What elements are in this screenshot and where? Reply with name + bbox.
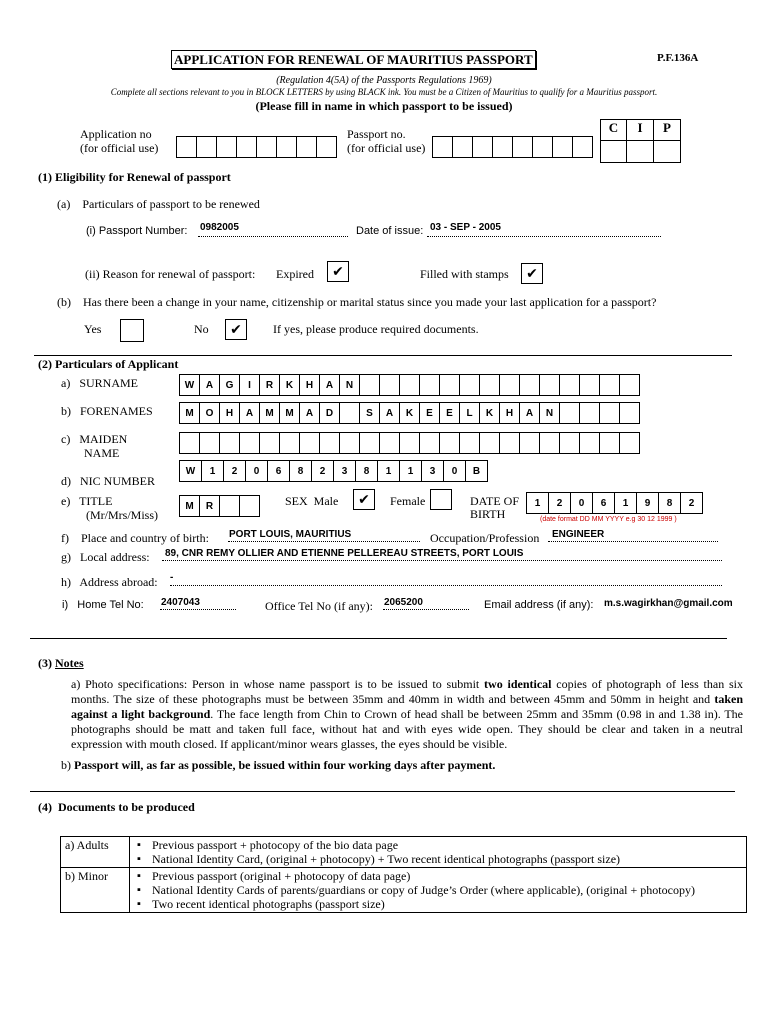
- dob-char: 9: [636, 492, 659, 514]
- cip-c: C: [600, 119, 627, 141]
- local-address-line: [162, 560, 722, 561]
- photo-spec-bold1: two identical: [484, 677, 552, 691]
- nic-char: W: [179, 460, 202, 482]
- surname-boxes[interactable]: [179, 374, 639, 396]
- documents-table: [60, 836, 747, 913]
- row-label: b) Minor: [61, 868, 130, 913]
- address-abroad-label: h) Address abroad:: [61, 575, 158, 589]
- section1-a-label: (a) Particulars of passport to be renewed: [57, 197, 260, 211]
- cip-c-box: [600, 141, 627, 163]
- surname-char: [599, 374, 620, 396]
- nic-char: 2: [311, 460, 334, 482]
- nic-char: B: [465, 460, 488, 482]
- forename-char: D: [319, 402, 340, 424]
- section1-heading: (1) Eligibility for Renewal of passport: [38, 170, 231, 184]
- cip-p: P: [654, 119, 681, 141]
- forename-char: M: [179, 402, 200, 424]
- forename-char: O: [199, 402, 220, 424]
- date-of-issue-line: [427, 236, 661, 237]
- email-label: Email address (if any):: [484, 599, 594, 611]
- surname-char: [459, 374, 480, 396]
- reason-label: (ii) Reason for renewal of passport:: [85, 267, 256, 281]
- local-address-value[interactable]: 89, CNR REMY OLLIER AND ETIENNE PELLEREAU STREETS, PORT LOUIS: [165, 548, 524, 559]
- maiden-label-1: c) MAIDEN: [61, 432, 128, 446]
- surname-char: [479, 374, 500, 396]
- date-of-issue-value[interactable]: 03 - SEP - 2005: [430, 222, 501, 233]
- surname-char: [419, 374, 440, 396]
- address-abroad-line: [170, 585, 722, 586]
- nic-char: 6: [267, 460, 290, 482]
- photo-spec-prefix: a) Photo specifications: Person in whose name passport is to be issued to submit: [71, 677, 485, 691]
- photo-spec-note: [71, 677, 743, 752]
- forename-char: [559, 402, 580, 424]
- dob-label-1: DATE OF: [470, 494, 520, 508]
- section1-b-label: (b) Has there been a change in your name, citizenship or marital status since you made your last application for a passport?: [57, 295, 657, 309]
- forename-char: M: [259, 402, 280, 424]
- surname-char: N: [339, 374, 360, 396]
- home-tel-label: i) Home Tel No:: [62, 599, 144, 611]
- nic-boxes[interactable]: [179, 460, 487, 482]
- forename-char: H: [499, 402, 520, 424]
- dob-char: 0: [570, 492, 593, 514]
- application-no-label: Application no: [80, 127, 152, 141]
- local-address-label: g) Local address:: [61, 550, 150, 564]
- date-of-issue-label: Date of issue:: [356, 225, 424, 237]
- row-items: [130, 837, 747, 868]
- expired-label: Expired: [276, 267, 314, 281]
- nic-char: 8: [355, 460, 378, 482]
- section3-title: Notes: [55, 656, 84, 670]
- surname-char: A: [319, 374, 340, 396]
- surname-char: [559, 374, 580, 396]
- dob-label-2: BIRTH: [470, 507, 506, 521]
- forenames-boxes[interactable]: [179, 402, 639, 424]
- address-abroad-value[interactable]: -: [170, 572, 174, 583]
- occupation-line: [548, 541, 718, 542]
- photo-spec-rest: . The face length from Chin to Crown of head shall be between 25mm and 35mm (0.98 in and 1.38 in). The photographs should be matt and taken full face, without hat and with eyes wide open. They should be clear and taken in a neutral expression with mouth closed. If applicant/minor wears glasses, the eyes should be visible.: [71, 707, 743, 751]
- forename-char: M: [279, 402, 300, 424]
- section3-heading: [38, 656, 84, 671]
- surname-char: [379, 374, 400, 396]
- section2-heading: (2) Particulars of Applicant: [38, 357, 179, 371]
- female-checkbox[interactable]: [430, 489, 452, 510]
- issue-time-note: [61, 758, 495, 773]
- passport-number-label: (i) Passport Number:: [86, 225, 188, 237]
- issue-time-prefix: b): [61, 758, 74, 772]
- forename-char: N: [539, 402, 560, 424]
- dob-char: 2: [680, 492, 703, 514]
- dob-boxes[interactable]: [526, 492, 702, 514]
- section3-num: (3): [38, 656, 52, 670]
- dob-char: 1: [614, 492, 637, 514]
- home-tel-line: [160, 609, 236, 610]
- forename-char: E: [439, 402, 460, 424]
- list-item: ▪ Previous passport + photocopy of the bio data page: [152, 838, 742, 852]
- divider-3: [30, 791, 735, 792]
- surname-char: R: [259, 374, 280, 396]
- list-item: ▪ Previous passport (original + photocopy of data page): [152, 869, 742, 883]
- forename-char: S: [359, 402, 380, 424]
- nic-label: d) NIC NUMBER: [61, 474, 156, 488]
- birthplace-label: f) Place and country of birth:: [61, 531, 209, 545]
- maiden-boxes[interactable]: [179, 432, 639, 454]
- row-items: [130, 868, 747, 913]
- divider-2: [30, 638, 727, 639]
- dob-format-hint: (date format DD MM YYYY e.g 30 12 1999 ): [540, 516, 677, 523]
- forename-char: [339, 402, 360, 424]
- occupation-value[interactable]: ENGINEER: [552, 529, 605, 540]
- nic-char: 3: [333, 460, 356, 482]
- forename-char: [599, 402, 620, 424]
- title-char: [219, 495, 240, 517]
- office-tel-value[interactable]: 2065200: [384, 597, 423, 608]
- forename-char: A: [239, 402, 260, 424]
- nic-char: 2: [223, 460, 246, 482]
- surname-char: W: [179, 374, 200, 396]
- stamps-label: Filled with stamps: [420, 267, 509, 281]
- expired-checkbox[interactable]: ✔: [327, 261, 349, 282]
- stamps-checkbox[interactable]: ✔: [521, 263, 543, 284]
- surname-char: [359, 374, 380, 396]
- cip-i-box: [627, 141, 654, 163]
- table-row: [61, 837, 747, 868]
- yes-label: Yes: [84, 322, 102, 336]
- office-tel-line: [383, 609, 469, 610]
- fill-note: (Please fill in name in which passport to be issued): [255, 99, 513, 113]
- male-checkbox[interactable]: ✔: [353, 489, 375, 510]
- forename-char: H: [219, 402, 240, 424]
- passport-no-sub: (for official use): [347, 141, 426, 155]
- photo-spec-bold2: taken against a light background: [71, 692, 743, 721]
- section4-heading: (4) Documents to be produced: [38, 800, 195, 814]
- office-tel-label: Office Tel No (if any):: [265, 599, 374, 613]
- title-label-1: e) TITLE: [61, 494, 113, 508]
- form-title-text: APPLICATION FOR RENEWAL OF MAURITIUS PASSPORT: [174, 52, 533, 67]
- forenames-label: b) FORENAMES: [61, 404, 153, 418]
- birthplace-value[interactable]: PORT LOUIS, MAURITIUS: [229, 529, 352, 540]
- surname-char: [519, 374, 540, 396]
- forename-char: A: [519, 402, 540, 424]
- list-item: ▪ National Identity Cards of parents/guardians or copy of Judge’s Order (where applicable), (original + photocopy): [152, 883, 742, 897]
- issue-time-text: Passport will, as far as possible, be issued within four working days after payment.: [74, 758, 496, 772]
- row-label: a) Adults: [61, 837, 130, 868]
- forename-char: A: [379, 402, 400, 424]
- nic-char: 0: [245, 460, 268, 482]
- dob-char: 1: [526, 492, 549, 514]
- passport-number-line: [198, 236, 348, 237]
- dob-char: 2: [548, 492, 571, 514]
- dob-char: 6: [592, 492, 615, 514]
- table-row: [61, 868, 747, 913]
- nic-char: 3: [421, 460, 444, 482]
- divider-1: [34, 355, 732, 356]
- form-title: [171, 50, 536, 69]
- cip-p-box: [654, 141, 681, 163]
- surname-char: K: [279, 374, 300, 396]
- forename-char: L: [459, 402, 480, 424]
- cip-i: I: [627, 119, 654, 141]
- no-checkbox[interactable]: ✔: [225, 319, 247, 340]
- surname-char: A: [199, 374, 220, 396]
- nic-char: 8: [289, 460, 312, 482]
- maiden-label-2: NAME: [84, 446, 120, 460]
- surname-label: a) SURNAME: [61, 376, 138, 390]
- surname-char: I: [239, 374, 260, 396]
- surname-char: [499, 374, 520, 396]
- title-char: [239, 495, 260, 517]
- surname-char: [579, 374, 600, 396]
- nic-char: 1: [399, 460, 422, 482]
- forename-char: [579, 402, 600, 424]
- nic-char: 0: [443, 460, 466, 482]
- passport-no-label: Passport no.: [347, 127, 406, 141]
- forename-char: [619, 402, 640, 424]
- email-value[interactable]: m.s.wagirkhan@gmail.com: [604, 598, 733, 609]
- list-item: ▪ National Identity Card, (original + photocopy) + Two recent identical photographs (passport size): [152, 852, 742, 866]
- title-boxes[interactable]: [179, 495, 259, 517]
- occupation-label: Occupation/Profession: [430, 531, 540, 545]
- regulation-note: (Regulation 4(5A) of the Passports Regulations 1969): [276, 75, 492, 86]
- no-label: No: [194, 322, 209, 336]
- forename-char: E: [419, 402, 440, 424]
- forename-char: K: [479, 402, 500, 424]
- surname-char: [399, 374, 420, 396]
- nic-char: 1: [201, 460, 224, 482]
- surname-char: [619, 374, 640, 396]
- nic-char: 1: [377, 460, 400, 482]
- application-no-boxes[interactable]: [176, 136, 336, 158]
- cip-grid: [600, 119, 681, 163]
- application-no-sub: (for official use): [80, 141, 159, 155]
- surname-char: [439, 374, 460, 396]
- list-item: ▪ Two recent identical photographs (passport size): [152, 897, 742, 911]
- photo-spec-mid: copies of photograph of less than six months. The size of these photographs must be between 35mm and 40mm in width and between 45mm and 50mm in height and: [71, 677, 743, 706]
- yes-checkbox[interactable]: [120, 319, 144, 342]
- surname-char: G: [219, 374, 240, 396]
- surname-char: H: [299, 374, 320, 396]
- title-char: R: [199, 495, 220, 517]
- sex-male-label: SEX Male: [285, 494, 339, 508]
- title-label-2: (Mr/Mrs/Miss): [86, 508, 159, 522]
- form-code: P.F.136A: [657, 52, 699, 64]
- dob-char: 8: [658, 492, 681, 514]
- passport-no-boxes[interactable]: [432, 136, 592, 158]
- forename-char: A: [299, 402, 320, 424]
- title-char: M: [179, 495, 200, 517]
- birthplace-line: [228, 541, 420, 542]
- female-label: Female: [390, 494, 426, 508]
- instructions-note: Complete all sections relevant to you in BLOCK LETTERS by using BLACK ink. You must be a Citizen of Mauritius to qualify for a Mauritius passport.: [110, 87, 658, 97]
- surname-char: [539, 374, 560, 396]
- home-tel-value[interactable]: 2407043: [161, 597, 200, 608]
- docs-note: If yes, please produce required documents.: [273, 322, 479, 336]
- forename-char: K: [399, 402, 420, 424]
- passport-number-value[interactable]: 0982005: [200, 222, 239, 233]
